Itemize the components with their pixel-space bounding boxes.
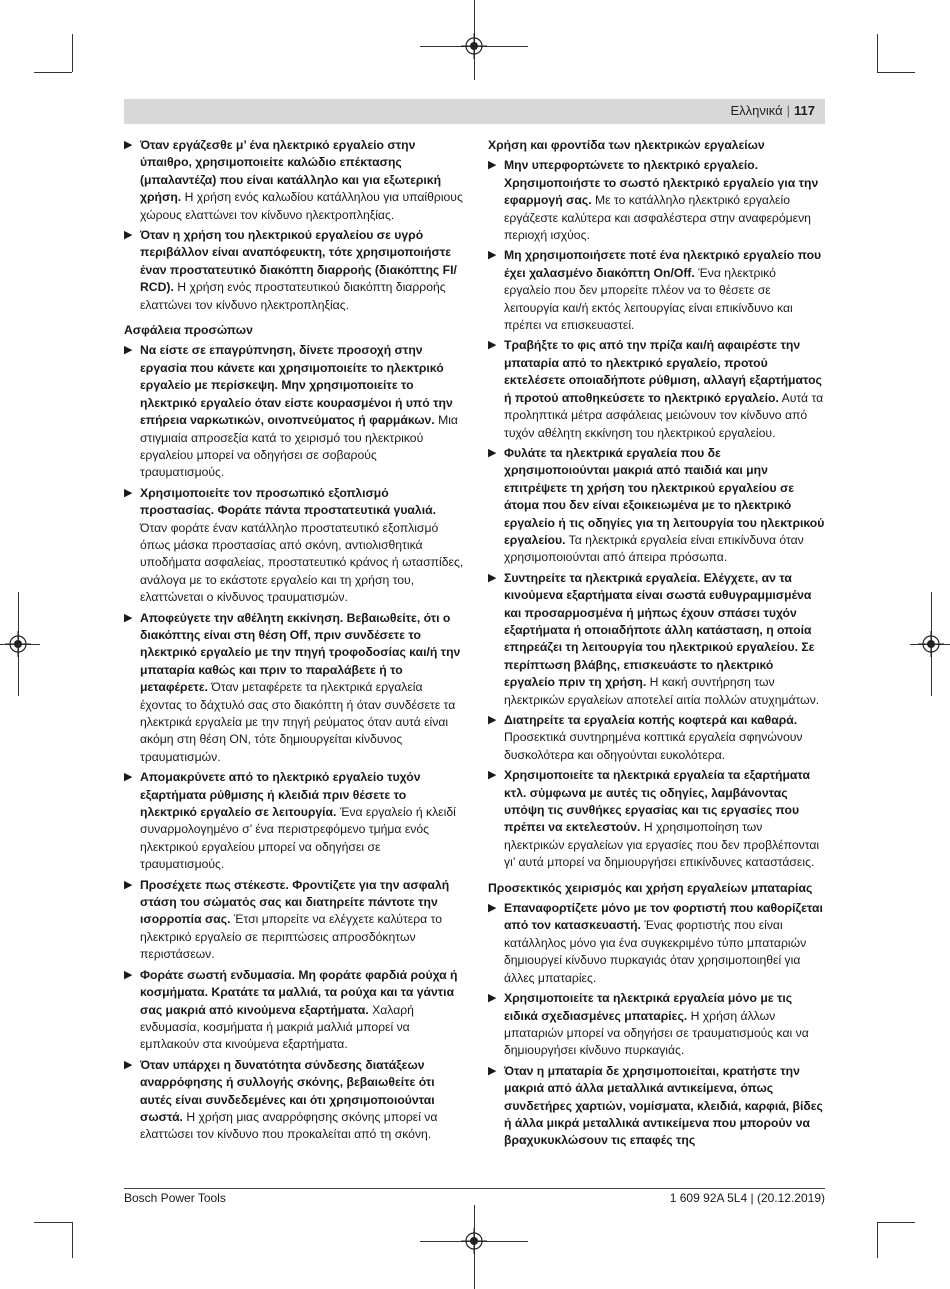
list-item: [488, 445, 825, 567]
instruction-bold: Μη χρησιμοποιήσετε ποτέ ένα ηλεκτρικό εργαλείο που έχει χαλασμένο διακόπτη On/Off.: [504, 248, 822, 280]
list-item: [488, 337, 825, 441]
instruction-bold: Χρησιμοποιείτε τα ηλεκτρικά εργαλεία τα εξαρτήματα κτλ. σύμφωνα με αυτές τις οδηγίες, λαμβάνοντας υπόψη τις συνθήκες εργασίας και τις εργασίες που πρέπει να εκτελεστούν.: [504, 768, 810, 835]
list-item: [124, 342, 464, 481]
header-language: Ελληνικά: [730, 103, 783, 118]
instruction-explanation: Ένα ηλεκτρικό εργαλείο που δεν μπορείτε πλέον να το θέσετε σε λειτουργία και/ή εκτός λειτουργίας είναι επικίνδυνο και πρέπει να επισκευαστεί.: [504, 265, 793, 333]
bullet-arrow-icon: ▶: [488, 769, 497, 782]
instruction-bold: Όταν η χρήση του ηλεκτρικού εργαλείου σε υγρό περιβάλλον είναι αναπόφευκτη, τότε χρησιμοποιήστε έναν προστατευτικό διακόπτη διαρροής (διακόπτης FI/ RCD).: [140, 228, 457, 295]
registration-mark-icon: [5, 631, 31, 657]
list-item: [124, 485, 464, 607]
instruction-bold: Όταν η μπαταρία δε χρησιμοποιείται, κρατήστε την μακριά από άλλα μεταλλικά αντικείμενα, όπως συνδετήρες χαρτιών, νομίσματα, κλειδιά, καρφιά, βίδες ή άλλα μικρά μεταλλικά αντικείμενα που μπορούν να βραχυκυκλώσουν τις επαφές της: [504, 1063, 823, 1148]
crop-mark: [877, 34, 878, 72]
bullet-arrow-icon: ▶: [124, 139, 133, 151]
instruction-explanation: Ένας φορτιστής που είναι κατάλληλος μόνο για ένα συγκεκριμένο τύπο μπαταριών δημιουργεί κίνδυνο πυρκαγιάς όταν χρησιμοποιηθεί για άλλες μπαταρίες.: [504, 918, 807, 985]
instruction-bold: Προσέχετε πως στέκεστε. Φροντίζετε για την ασφαλή στάση του σώματός σας και διατηρείτε πάντοτε την ισορροπία σας.: [140, 877, 450, 927]
instruction-explanation: Η χρήση μιας αναρρόφησης σκόνης μπορεί να ελαττώσει τον κίνδυνο που προκαλείται από τη σκόνη.: [140, 1109, 438, 1142]
instruction-explanation: Έτσι μπορείτε να ελέγχετε καλύτερα το ηλεκτρικό εργαλείο σε περιπτώσεις απροσδόκητων περιστάσεων.: [140, 912, 442, 962]
registration-mark-icon: [461, 1228, 487, 1254]
instruction-bold: Φυλάτε τα ηλεκτρικά εργαλεία που δε χρησιμοποιούνται μακριά από παιδιά και μην επιτρέψετε τη χρήση του ηλεκτρικού εργαλείου σε άτομα που δεν είναι εξοικειωμένα με το ηλεκτρικό εργαλείο ή τις οδηγίες για τη λειτουργία του ηλεκτρικού εργαλείου.: [504, 445, 825, 547]
bullet-arrow-icon: ▶: [488, 571, 497, 584]
instruction-bold: Απομακρύνετε από το ηλεκτρικό εργαλείο τυχόν εξαρτήματα ρύθμισης ή κλειδιά πριν θέσετε το ηλεκτρικό εργαλείο σε λειτουργία.: [140, 770, 421, 820]
instruction-explanation: Αυτά τα προληπτικά μέτρα ασφάλειας μειώνουν τον κίνδυνο από τυχόν αθέλητη εκκίνηση του ηλεκτρικού εργαλείου.: [504, 390, 824, 440]
bullet-arrow-icon: ▶: [488, 339, 497, 352]
bullet-arrow-icon: ▶: [124, 968, 133, 981]
footer-brand: Bosch Power Tools: [124, 1191, 226, 1205]
bullet-arrow-icon: ▶: [124, 344, 133, 357]
crop-mark: [72, 34, 73, 72]
bullet-arrow-icon: ▶: [488, 714, 497, 726]
instruction-explanation: Η κακή συντήρηση των ηλεκτρικών εργαλείων αποτελεί αιτία πολλών ατυχημάτων.: [504, 675, 820, 707]
instruction-explanation: Χαλαρή ενδυμασία, κοσμήματα ή μακριά μαλλιά μπορεί να εμπλακούν στα κινούμενα εξαρτήματα.: [140, 1002, 414, 1052]
list-item: [124, 610, 464, 767]
bullet-arrow-icon: ▶: [488, 446, 497, 459]
header-text: [730, 103, 825, 118]
left-column: [124, 137, 464, 1147]
section-heading: Προσεκτικός χειρισμός και χρήση εργαλείων μπαταρίας: [488, 880, 813, 895]
list-item: [488, 157, 825, 244]
crop-mark: [877, 72, 915, 73]
crop-mark: [72, 1222, 73, 1258]
list-item: [488, 900, 825, 987]
bullet-arrow-icon: ▶: [488, 159, 497, 172]
list-item: [124, 137, 464, 224]
section-heading: Ασφάλεια προσώπων: [124, 323, 253, 338]
bullet-arrow-icon: ▶: [124, 771, 133, 784]
instruction-explanation: Ένα εργαλείο ή κλειδί συναρμολογημένο σ’ ένα περιστρεφόμενο τμήμα ενός ηλεκτρικού εργαλείου μπορεί να οδηγήσει σε τραυματισμούς.: [140, 805, 456, 872]
instruction-explanation: Η χρησιμοποίηση των ηλεκτρικών εργαλείων για εργασίες που δεν προβλέπονται γι’ αυτά μπορεί να δημιουργήσει επικίνδυνες καταστάσεις.: [504, 820, 820, 870]
instruction-explanation: Με το κατάλληλο ηλεκτρικό εργαλείο εργάζεστε καλύτερα και ασφαλέστερα στην αναφερόμενη περιοχή ισχύος.: [504, 193, 811, 243]
instruction-bold: Χρησιμοποιείτε τα ηλεκτρικά εργαλεία μόνο με τις ειδικά σχεδιασμένες μπαταρίες.: [504, 991, 793, 1023]
crop-mark: [34, 72, 72, 73]
instruction-explanation: Όταν μεταφέρετε τα ηλεκτρικά εργαλεία έχοντας το δάχτυλό σας στο διακόπτη ή όταν συνδέσετε τα ηλεκτρικά εργαλεία με την πηγή ρεύματος όταν αυτά είναι ακόμη στη θέση ON, τότε δημιουργείται κίνδυνος τραυματισμών.: [140, 680, 456, 764]
instruction-bold: Διατηρείτε τα εργαλεία κοπής κοφτερά και καθαρά.: [504, 713, 798, 727]
instruction-explanation: Μια στιγμιαία απροσεξία κατά το χειρισμό του ηλεκτρικού εργαλείου μπορεί να οδηγήσει σε σοβαρούς τραυματισμούς.: [140, 413, 458, 480]
instruction-bold: Χρησιμοποιείτε τον προσωπικό εξοπλισμό προστασίας. Φοράτε πάντα προστατευτικά γυαλιά.: [140, 485, 436, 518]
instruction-explanation: Προσεκτικά συντηρημένα κοπτικά εργαλεία σφηνώνουν δυσκολότερα και οδηγούνται ευκολότερα.: [504, 730, 803, 762]
list-item: [124, 967, 464, 1054]
list-item: [488, 767, 825, 871]
instruction-bold: Να είστε σε επαγρύπνηση, δίνετε προσοχή στην εργασία που κάνετε και χρησιμοποιείτε το ηλεκτρικό εργαλείο με περίσκεψη. Μην χρησιμοποιείτε το ηλεκτρικό εργαλείο όταν είστε κουρασμένοι ή υπό την επήρεια ναρκωτικών, οινοπνεύματος ή φαρμάκων.: [140, 343, 453, 428]
bullet-arrow-icon: ▶: [124, 229, 133, 242]
list-item: [488, 712, 825, 764]
instruction-bold: Μην υπερφορτώνετε το ηλεκτρικό εργαλείο. Χρησιμοποιήστε το σωστό ηλεκτρικό εργαλείο για την εφαρμογή σας.: [504, 158, 819, 208]
instruction-explanation: Η χρήση άλλων μπαταριών μπορεί να οδηγήσει σε τραυματισμούς και να δημιουργήσει κίνδυνο πυρκαγιάς.: [504, 1008, 809, 1058]
bullet-arrow-icon: ▶: [488, 992, 497, 1005]
bullet-arrow-icon: ▶: [488, 902, 497, 915]
page-header: [124, 99, 825, 124]
crop-mark: [877, 1222, 915, 1223]
footer-divider: [124, 1188, 825, 1189]
instruction-bold: Συντηρείτε τα ηλεκτρικά εργαλεία. Ελέγχετε, αν τα κινούμενα εξαρτήματα είναι σωστά ευθυγραμμισμένα και προσαρμοσμένα ή μήπως έχουν σπάσει τυχόν εξαρτήματα ή οποιαδήποτε άλλη κατάσταση, η οποία επηρεάζει τη λειτουργία του ηλεκτρικού εργαλείου. Σε περίπτωση βλάβης, επισκευάστε το ηλεκτρικό εργαλείο πριν τη χρήση.: [504, 570, 815, 690]
crop-mark: [877, 1222, 878, 1258]
list-item: [124, 1057, 464, 1144]
bullet-arrow-icon: ▶: [124, 486, 133, 499]
list-item: [124, 877, 464, 964]
bullet-arrow-icon: ▶: [124, 878, 133, 891]
registration-mark-icon: [461, 33, 487, 59]
instruction-explanation: Τα ηλεκτρικά εργαλεία είναι επικίνδυνα όταν χρησιμοποιούνται από άπειρα πρόσωπα.: [504, 532, 804, 565]
list-item: [488, 570, 825, 709]
list-item: [124, 227, 464, 314]
bullet-arrow-icon: ▶: [488, 1064, 497, 1077]
list-item: [488, 990, 825, 1060]
instruction-explanation: Η χρήση ενός καλωδίου κατάλληλου για υπαίθριους χώρους ελαττώνει τον κίνδυνο ηλεκτροπληξίας.: [140, 190, 463, 222]
instruction-bold: Επαναφορτίζετε μόνο με τον φορτιστή που καθορίζεται από τον κατασκευαστή.: [504, 901, 823, 933]
instruction-bold: Όταν υπάρχει η δυνατότητα σύνδεσης διατάξεων αναρρόφησης ή συλλογής σκόνης, βεβαιωθείτε ότι αυτές είναι συνδεδεμένες και ότι χρησιμοποιούνται σωστά.: [140, 1057, 435, 1124]
list-item: [124, 769, 464, 873]
bullet-arrow-icon: ▶: [124, 1058, 133, 1071]
instruction-bold: Όταν εργάζεσθε μ’ ένα ηλεκτρικό εργαλείο στην ύπαιθρο, χρησιμοποιείτε καλώδιο επέκτασης (μπαλαντέζα) που είναι κατάλληλο και για εξωτερική χρήση.: [140, 138, 442, 205]
bullet-arrow-icon: ▶: [488, 249, 497, 262]
section-heading: Χρήση και φροντίδα των ηλεκτρικών εργαλείων: [488, 138, 765, 152]
header-separator: |: [786, 103, 791, 118]
instruction-bold: Αποφεύγετε την αθέλητη εκκίνηση. Βεβαιωθείτε, ότι ο διακόπτης είναι στη θέση Off, πριν συνδέσετε το ηλεκτρικό εργαλείο με την πηγή τροφοδοσίας και/ή την μπαταρία καθώς και πριν το παραλάβετε ή το μεταφέρετε.: [140, 610, 461, 695]
page-number: 117: [794, 103, 815, 118]
instruction-bold: Φοράτε σωστή ενδυμασία. Μη φοράτε φαρδιά ρούχα ή κοσμήματα. Κρατάτε τα μαλλιά, τα ρούχα και τα γάντια σας μακριά από κινούμενα εξαρτήματα.: [140, 967, 458, 1017]
instruction-explanation: Η χρήση ενός προστατευτικού διακόπτη διαρροής ελαττώνει τον κίνδυνο ηλεκτροπληξίας.: [140, 280, 446, 312]
instruction-explanation: Όταν φοράτε έναν κατάλληλο προστατευτικό εξοπλισμό όπως μάσκα προστασίας από σκόνη, αντιολισθητικά υποδήματα ασφαλείας, προστατευτικό κράνος ή ωτασπίδες, ανάλογα με το εκάστοτε εργαλείο και τη χρήση του, ελαττώνεται ο κίνδυνος τραυματισμών.: [140, 520, 464, 605]
list-item: [488, 1063, 825, 1150]
instruction-bold: Τραβήξτε το φις από την πρίζα και/ή αφαιρέστε την μπαταρία από το ηλεκτρικό εργαλείο, προτού εκτελέσετε οποιαδήποτε ρύθμιση, αλλαγή εξαρτήματος ή προτού αποθηκεύσετε το ηλεκτρικό εργαλείο.: [504, 338, 822, 405]
bullet-arrow-icon: ▶: [124, 611, 133, 624]
registration-mark-icon: [918, 631, 944, 657]
footer-doc-number: 1 609 92A 5L4 | (20.12.2019): [669, 1191, 825, 1205]
right-column: [488, 137, 825, 1153]
crop-mark: [34, 1222, 72, 1223]
list-item: [488, 247, 825, 334]
